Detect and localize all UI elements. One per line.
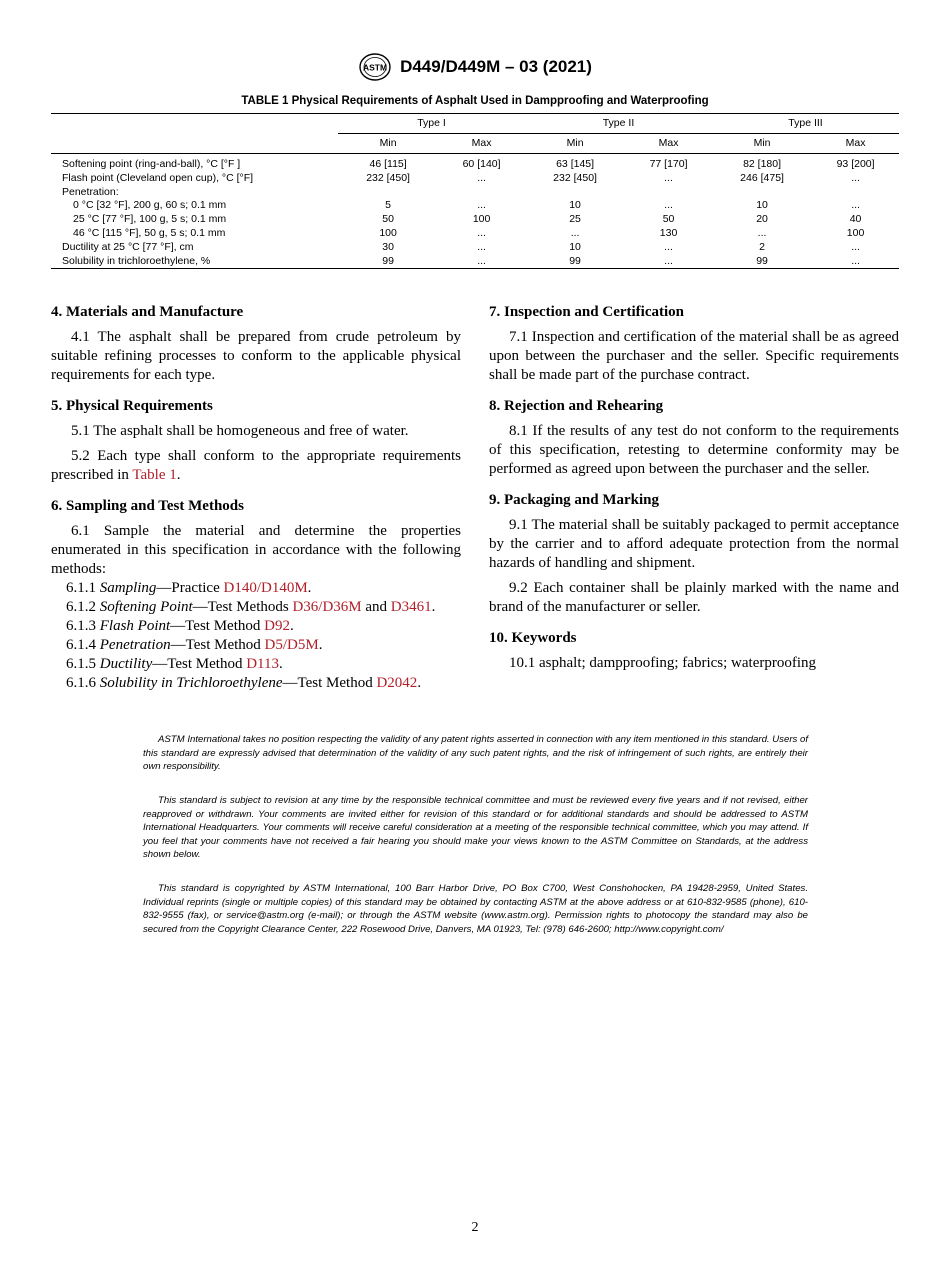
paragraph: [51, 447, 461, 485]
min-header: Min: [525, 134, 625, 154]
item-term: Penetration: [99, 637, 171, 653]
section-title: 8. Rejection and Rehearing: [489, 398, 664, 414]
table-cell: ...: [625, 255, 712, 269]
item-number: 6.1.6: [66, 675, 96, 691]
row-label: 0 °C [32 °F], 200 g, 60 s; 0.1 mm: [73, 199, 227, 212]
item-text: and: [361, 599, 391, 615]
method-item: [51, 636, 461, 655]
table-cell: ...: [851, 171, 860, 184]
table-cell: ...: [664, 171, 673, 184]
item-term: Sampling: [99, 580, 157, 596]
paragraph: 9.2 Each container shall be plainly marked with the name and brand of the manufacturer or seller.: [489, 580, 899, 615]
paragraph: 4.1 The asphalt shall be prepared from crude petroleum by suitable refining processes to conform to the applicable physical requirements for each type.: [51, 329, 461, 383]
item-term: Solubility in Trichloroethylene: [99, 675, 283, 691]
table-cell: 60 [140]: [462, 158, 501, 170]
item-term: Ductility: [99, 656, 153, 672]
max-header: Max: [625, 134, 712, 154]
notice-text: ASTM International takes no position respecting the validity of any patent rights asserted in connection with any item mentioned in this standard. Users of this standard are expressly advised that determination of the validity of any such patent rights, and the risk of infringement of such rights, are entirely their own responsibility.: [143, 734, 808, 773]
table-row: [51, 213, 899, 227]
table-cell: 20: [756, 213, 768, 226]
table-cell: ...: [851, 199, 860, 212]
item-text: —Test Method: [170, 637, 265, 653]
table-cell: 46 [115]: [369, 158, 407, 170]
table-row: [51, 255, 899, 269]
item-text: —Test Methods: [192, 599, 293, 615]
item-number: 6.1.2: [66, 599, 96, 615]
table-cell: 82 [180]: [743, 158, 782, 170]
section-title: 5. Physical Requirements: [51, 398, 213, 414]
table-row: [51, 241, 899, 255]
method-link[interactable]: D2042: [376, 675, 418, 691]
item-number: 6.1.3: [66, 618, 96, 634]
table-row: [51, 172, 899, 186]
table-1-link[interactable]: Table 1: [132, 467, 177, 483]
table-cell: ...: [477, 171, 486, 184]
table-row: [51, 199, 899, 213]
table-cell: ...: [664, 199, 673, 212]
method-item: [51, 674, 461, 693]
table-cell: 63 [145]: [556, 158, 595, 170]
table-row: [51, 154, 899, 172]
designation-title: D449/D449M – 03 (2021): [400, 57, 592, 76]
table-cell: ...: [664, 240, 673, 253]
min-header: Min: [712, 134, 812, 154]
logo-text: ASTM: [363, 62, 388, 73]
paragraph: 8.1 If the results of any test do not conform to the requirements of this specification, retesting to determine conformity may be performed as agreed upon between the purchaser and the seller.: [489, 423, 899, 477]
table-cell: 246 [475]: [740, 171, 784, 184]
table-cell: 100: [379, 226, 397, 239]
table-cell: 99: [338, 255, 438, 269]
table-cell: 10: [569, 199, 581, 212]
item-text: —Test Method: [282, 675, 377, 691]
table-cell: 232 [450]: [366, 171, 410, 184]
paragraph-text: .: [176, 467, 181, 483]
right-column: [489, 300, 899, 673]
table-cell: 50: [382, 213, 394, 226]
table-cell: ...: [477, 226, 486, 239]
table-cell: ...: [477, 199, 486, 212]
table-row: [51, 186, 899, 200]
notice-text: This standard is subject to revision at any time by the responsible technical committee and must be reviewed every five years and if not revised, either reapproved or withdrawn. Your comments are invited either for revision of this standard or for additional standards and should be addressed to ASTM International Headquarters. Your comments will receive careful consideration at a meeting of the responsible technical committee, which you may attend. If you feel that your comments have not received a fair hearing you should make your views known to the ASTM Committee on Standards, at the address shown below.: [143, 795, 808, 861]
revision-notice: [143, 794, 808, 862]
page-header: [0, 52, 950, 82]
min-header: Min: [338, 134, 438, 154]
item-text: .: [431, 599, 436, 615]
table-cell: ...: [757, 226, 767, 239]
method-link[interactable]: D113: [246, 656, 279, 672]
table-cell: 93 [200]: [836, 158, 875, 170]
left-column: [51, 300, 461, 693]
item-number: 6.1.5: [66, 656, 96, 672]
table-cell: 50: [662, 213, 675, 226]
max-header: Max: [812, 134, 899, 154]
notice-text: This standard is copyrighted by ASTM International, 100 Barr Harbor Drive, PO Box C700, West Conshohocken, PA 19428-2959, United States. Individual reprints (single or multiple copies) of this standard may be obtained by contacting ASTM at the above address or at 610-832-9585 (phone), 610-832-9555 (fax), or service@astm.org (e-mail); or through the ASTM website (www.astm.org). Permission rights to photocopy the standard may also be secured from the Copyright Clearance Center, 222 Rosewood Drive, Danvers, MA 01923, Tel: (978) 646-2600; http://www.copyright.com/: [143, 883, 808, 935]
table-cell: ...: [851, 240, 860, 253]
table-header-blank: [51, 114, 338, 134]
table-cell: 5: [385, 199, 391, 212]
paragraph-text: 5.2 Each type shall conform to the appropriate requirements prescribed in: [51, 448, 461, 483]
item-term: Flash Point: [99, 618, 171, 634]
item-text: .: [289, 618, 294, 634]
method-link[interactable]: D140/D140M: [223, 580, 308, 596]
section-title: 6. Sampling and Test Methods: [51, 498, 244, 514]
requirements-table: [51, 113, 899, 269]
method-item: [51, 579, 461, 598]
item-number: 6.1.1: [66, 580, 96, 596]
table-cell: 100: [846, 226, 865, 239]
table-cell: 40: [849, 213, 862, 226]
row-label: Flash point (Cleveland open cup), °C [°F]: [62, 171, 254, 184]
item-text: .: [278, 656, 283, 672]
max-header: Max: [438, 134, 525, 154]
method-item: [51, 617, 461, 636]
table-cell: 10: [756, 199, 768, 212]
type-i-header: Type I: [338, 114, 525, 134]
section-title: 7. Inspection and Certification: [489, 304, 684, 320]
table-cell: 100: [472, 213, 491, 226]
table-cell: 99: [525, 255, 625, 269]
copyright-notice: [143, 882, 808, 936]
row-label: 25 °C [77 °F], 100 g, 5 s; 0.1 mm: [73, 213, 227, 226]
table-cell: 232 [450]: [553, 171, 597, 184]
method-item: [51, 655, 461, 674]
method-item: [51, 598, 461, 617]
table-cell: 130: [659, 226, 678, 239]
type-iii-header: Type III: [712, 114, 899, 134]
item-term: Softening Point: [99, 599, 193, 615]
method-link[interactable]: D3461: [390, 599, 432, 615]
section-title: 10. Keywords: [489, 630, 577, 646]
item-text: .: [307, 580, 312, 596]
paragraph: 10.1 asphalt; dampproofing; fabrics; waterproofing: [509, 655, 817, 671]
paragraph: 6.1 Sample the material and determine the properties enumerated in this specification in accordance with the following methods:: [51, 523, 461, 577]
method-link[interactable]: D92: [264, 618, 290, 634]
table-cell: 10: [569, 240, 581, 253]
item-number: 6.1.4: [66, 637, 96, 653]
type-ii-header: Type II: [525, 114, 712, 134]
table-cell: 30: [382, 240, 394, 253]
patent-notice: [143, 733, 808, 774]
item-text: —Practice: [156, 580, 224, 596]
paragraph: 7.1 Inspection and certification of the material shall be as agreed upon between the purchaser and the seller. Specific requirements shall be made part of the purchase contract.: [489, 329, 899, 383]
section-title: 4. Materials and Manufacture: [51, 304, 244, 320]
astm-logo-icon: [358, 52, 392, 82]
table-cell: ...: [438, 255, 525, 269]
row-label: Solubility in trichloroethylene, %: [51, 255, 338, 269]
table-cell: ...: [570, 226, 580, 239]
page-number: 2: [471, 1220, 479, 1235]
item-text: .: [318, 637, 323, 653]
item-text: .: [417, 675, 422, 691]
item-text: —Test Method: [152, 656, 247, 672]
table-caption: TABLE 1 Physical Requirements of Asphalt Used in Dampproofing and Waterproofing: [241, 95, 709, 107]
table-row: [51, 227, 899, 241]
row-label: Ductility at 25 °C [77 °F], cm: [62, 240, 194, 253]
method-link[interactable]: D5/D5M: [264, 637, 319, 653]
table-cell: 25: [569, 213, 581, 226]
section-title: 9. Packaging and Marking: [489, 492, 660, 508]
table-cell: 77 [170]: [649, 158, 688, 170]
paragraph: 9.1 The material shall be suitably packaged to permit acceptance by the carrier and to afford adequate protection from the normal hazards of handling and shipment.: [489, 517, 899, 571]
table-cell: ...: [812, 255, 899, 269]
table-cell: ...: [477, 240, 486, 253]
method-link[interactable]: D36/D36M: [292, 599, 362, 615]
row-label: Softening point (ring-and-ball), °C [°F ]: [62, 158, 241, 170]
row-label: Penetration:: [62, 185, 119, 198]
paragraph: 5.1 The asphalt shall be homogeneous and free of water.: [71, 423, 409, 439]
table-cell: 2: [759, 240, 765, 253]
item-text: —Test Method: [170, 618, 265, 634]
row-label: 46 °C [115 °F], 50 g, 5 s; 0.1 mm: [73, 226, 226, 239]
table-cell: 99: [712, 255, 812, 269]
